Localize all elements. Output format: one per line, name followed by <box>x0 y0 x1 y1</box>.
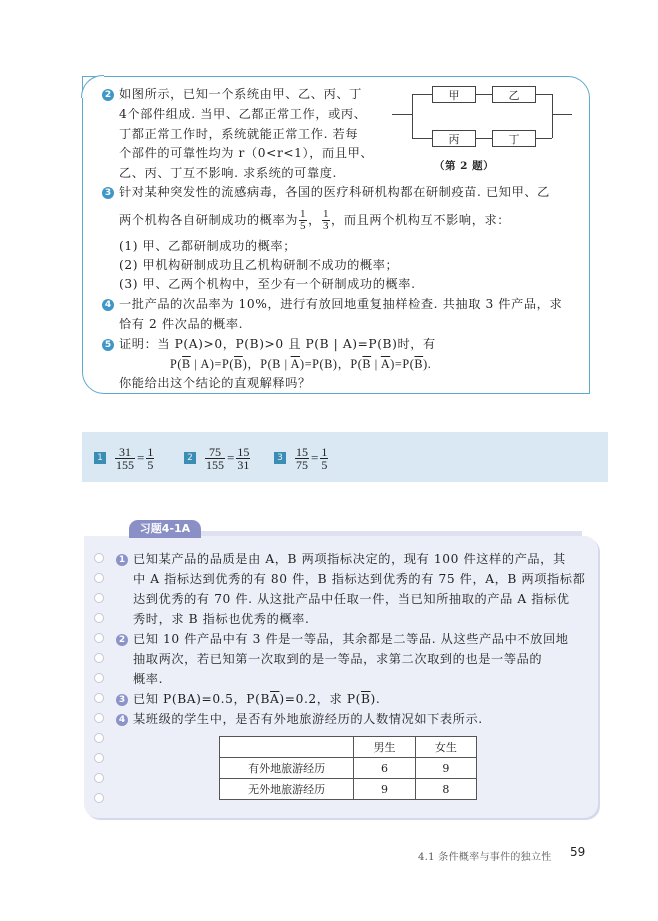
ring-icon <box>94 713 104 723</box>
ex-q1-line-4: 秀时，求 B 指标也优秀的概率. <box>133 612 310 626</box>
q5-line-2: $P(\overline{B}$ | $A)=P(\overline{B})$，P(B | $\overline{A})=P(B)$，$P(\overline{B}$ | $\overline{A})=P(\overline{B})$. <box>170 357 432 371</box>
table-row <box>220 758 477 779</box>
table-row <box>220 779 477 800</box>
q2-line-2: 4个部件组成. 当甲、乙都正常工作，或丙、 <box>119 107 367 121</box>
travel-experience-table <box>219 736 477 800</box>
q3-sub-1: (1) 甲、乙都研制成功的概率； <box>119 239 296 253</box>
q2-line-5: 乙、丙、丁互不影响. 求系统的可靠度. <box>119 166 338 180</box>
table-cell: 9 <box>354 779 415 800</box>
section-footer: 4.1 条件概率与事件的独立性 <box>418 852 552 863</box>
hint-3: 3 $\frac{15}{75}$ = $\frac{1}{5}$ <box>274 445 329 471</box>
q5-line-1: 5 证明：当 P(A)>0，P(B)>0 且 P(B | A)=P(B)时，有 <box>102 336 436 352</box>
question-number-badge: 3 <box>102 187 114 199</box>
diagram-caption: （第 2 题） <box>434 160 495 172</box>
ring-icon <box>94 733 104 743</box>
ex-q3-line: 3 已知 P(BA)=0.5，$P(B\overline{A})=0.2$，求 $P(\overline{B})$. <box>116 691 380 707</box>
circuit-diagram <box>392 84 572 174</box>
ring-icon <box>94 593 104 603</box>
hint-2: 2 $\frac{75}{155}$ = $\frac{15}{31}$ <box>184 445 251 471</box>
table-header-cell: 女生 <box>415 737 476 758</box>
q3-sub-3: (3) 甲、乙两个机构中，至少有一个研制成功的概率. <box>119 277 416 291</box>
q2-line-1: 2 如图所示，已知一个系统由甲、乙、丙、丁 <box>102 86 362 102</box>
component-bing: 丙 <box>432 130 476 147</box>
question-number-badge: 4 <box>116 714 128 726</box>
q3-sub-2: (2) 甲机构研制成功且乙机构研制不成功的概率； <box>119 258 399 272</box>
fraction-one-third: $\frac{1}{3}$ <box>322 208 330 232</box>
ring-icon <box>94 633 104 643</box>
q5-line-3: 你能给出这个结论的直观解释吗？ <box>119 376 311 390</box>
answer-hint-bar <box>82 432 608 482</box>
question-number-badge: 4 <box>102 299 114 311</box>
ring-icon <box>94 793 104 803</box>
page-number: 59 <box>570 845 586 859</box>
ex-q2-line-2: 抽取两次，若已知第一次取到的是一等品，求第二次取到的也是一等品的 <box>133 652 543 666</box>
fraction-one-fifth: $\frac{1}{5}$ <box>300 208 307 232</box>
ex-q1-line-1: 1 已知某产品的品质是由 A，B 两项指标决定的，现有 100 件这样的产品，其 <box>116 551 566 567</box>
ring-icon <box>94 773 104 783</box>
question-number-badge: 2 <box>116 634 128 646</box>
question-number-badge: 3 <box>116 694 128 706</box>
ring-icon <box>94 653 104 663</box>
ring-icon <box>94 753 104 763</box>
component-jia: 甲 <box>432 86 476 103</box>
table-cell: 9 <box>415 758 476 779</box>
table-header-row <box>220 737 477 758</box>
component-yi: 乙 <box>492 86 536 103</box>
box-corner <box>81 75 104 98</box>
q4-line-2: 恰有 2 件次品的概率. <box>119 317 244 331</box>
component-ding: 丁 <box>492 130 536 147</box>
q3-line-2: 两个机构各自研制成功的概率为 $\frac{1}{5}$ ， $\frac{1}{3}$ ，而且两个机构互不影响，求： <box>119 208 511 232</box>
table-cell: 6 <box>354 758 415 779</box>
table-cell: 无外地旅游经历 <box>220 779 354 800</box>
table-cell: 8 <box>415 779 476 800</box>
q2-line-4: 个部件的可靠性均为 r（0<r<1），而且甲、 <box>119 146 374 160</box>
table-cell: 有外地旅游经历 <box>220 758 354 779</box>
ex-q4-line: 4 某班级的学生中，是否有外地旅游经历的人数情况如下表所示. <box>116 711 483 727</box>
ring-icon <box>94 553 104 563</box>
question-number-badge: 1 <box>116 554 128 566</box>
question-number-badge: 5 <box>102 339 114 351</box>
ex-q2-line-1: 2 已知 10 件产品中有 3 件是一等品，其余都是二等品. 从这些产品中不放回地 <box>116 631 569 647</box>
q3-line-1: 3 针对某种突发性的流感病毒，各国的医疗科研机构都在研制疫苗. 已知甲、乙 <box>102 184 550 200</box>
table-header-cell <box>220 737 354 758</box>
table-header-cell: 男生 <box>354 737 415 758</box>
ring-icon <box>94 573 104 583</box>
question-number-badge: 2 <box>102 89 114 101</box>
exercise-tab: 习题4-1A <box>129 520 201 538</box>
ring-icon <box>94 693 104 703</box>
q4-line-1: 4 一批产品的次品率为 10%，进行有放回地重复抽样检查. 共抽取 3 件产品，求 <box>102 296 562 312</box>
q2-line-3: 丁都正常工作时，系统就能正常工作. 若每 <box>119 127 359 141</box>
hint-1: 1 $\frac{31}{155}$ = $\frac{1}{5}$ <box>94 445 155 471</box>
ex-q1-line-2: 中 A 指标达到优秀的有 80 件，B 指标达到优秀的有 75 件，A，B 两项指标都 <box>133 572 586 586</box>
ring-icon <box>94 673 104 683</box>
ex-q1-line-3: 达到优秀的有 70 件. 从这批产品中任取一件，当已知所抽取的产品 A 指标优 <box>133 592 570 606</box>
ring-icon <box>94 613 104 623</box>
ex-q2-line-3: 概率. <box>133 672 164 686</box>
